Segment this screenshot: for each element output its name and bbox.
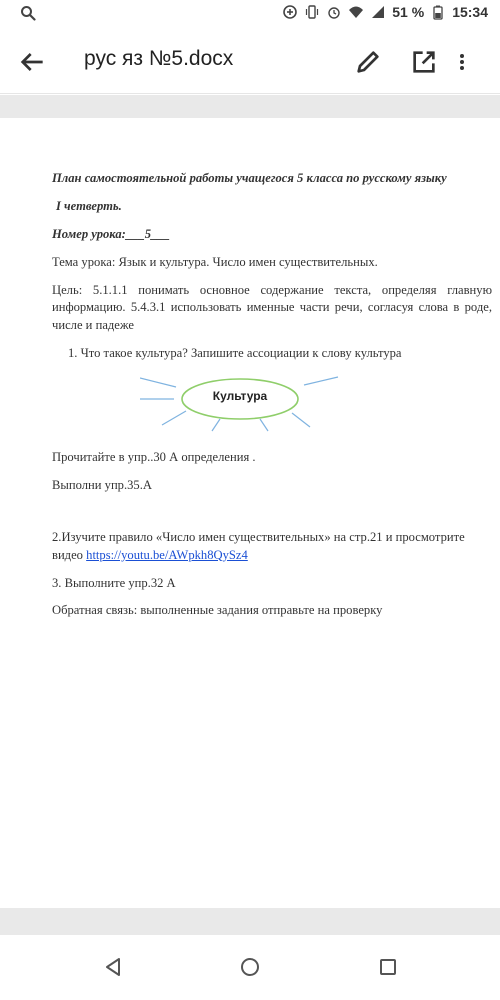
clock: 15:34 (452, 4, 488, 20)
wifi-icon (348, 4, 364, 20)
read-instruction: Прочитайте в упр..30 А определения . (52, 450, 256, 464)
edit-button[interactable] (352, 46, 384, 78)
document-title: рус яз №5.docx (84, 47, 234, 70)
back-button[interactable] (16, 46, 48, 78)
document-heading: План самостоятельной работы учащегося 5 класса по русскому языку (52, 171, 447, 185)
alarm-icon (326, 4, 342, 20)
page-gap-bottom (0, 908, 500, 935)
square-recents-icon (376, 955, 400, 979)
quarter-label: I четверть. (56, 198, 122, 213)
triangle-back-icon (102, 955, 126, 979)
lesson-number-blank-right: ___ (151, 226, 170, 241)
app-bar (0, 30, 500, 94)
task-2-text: 2.Изучите правило «Число имен существительных» на стр.21 и просмотрите видео (52, 529, 465, 562)
nav-home-button[interactable] (238, 955, 262, 979)
signal-icon (370, 4, 386, 20)
open-in-new-icon (408, 46, 440, 78)
lesson-number-line (52, 226, 492, 244)
nav-recents-button[interactable] (376, 955, 400, 979)
task-2 (52, 529, 492, 565)
task-1: 1. Что такое культура? Запишите ассоциации к слову культура (68, 346, 402, 361)
document-content (52, 170, 492, 630)
lesson-topic: Тема урока: Язык и культура. Число имен существительных. (52, 254, 378, 269)
page-gap-top (0, 95, 500, 118)
lesson-number-label: Номер урока: (52, 226, 126, 241)
status-bar (0, 0, 500, 30)
video-link[interactable]: https://youtu.be/AWpkh8QySz4 (86, 547, 248, 562)
document-page (0, 118, 500, 908)
pencil-icon (352, 46, 384, 78)
battery-percent: 51 % (392, 4, 425, 20)
search-icon (20, 5, 36, 21)
diagram-center-word: Культура (212, 389, 268, 403)
vibrate-icon (304, 4, 320, 20)
circle-home-icon (238, 955, 262, 979)
lesson-goal: Цель: 5.1.1.1 понимать основное содержание текста, определяя главную информацию. 5.4.3.1 использовать именные части речи, согласуя слова в роде, числе и падеже (52, 282, 492, 333)
battery-icon (430, 4, 446, 20)
data-saver-icon (282, 4, 298, 20)
feedback: Обратная связь: выполненные задания отправьте на проверку (52, 603, 383, 618)
open-external-button[interactable] (408, 46, 440, 78)
lesson-number-blank-left: ___ (125, 226, 145, 241)
association-diagram (140, 373, 340, 435)
arrow-back-icon (16, 46, 48, 78)
lesson-number-value: 5 (144, 226, 152, 241)
task-3: 3. Выполните упр.32 А (52, 575, 176, 590)
more-vert-icon (456, 46, 468, 78)
system-nav-bar (0, 935, 500, 1000)
more-options-button[interactable] (456, 46, 476, 78)
exercise-instruction: Выполни упр.35.А (52, 477, 152, 492)
nav-back-button[interactable] (102, 955, 126, 979)
